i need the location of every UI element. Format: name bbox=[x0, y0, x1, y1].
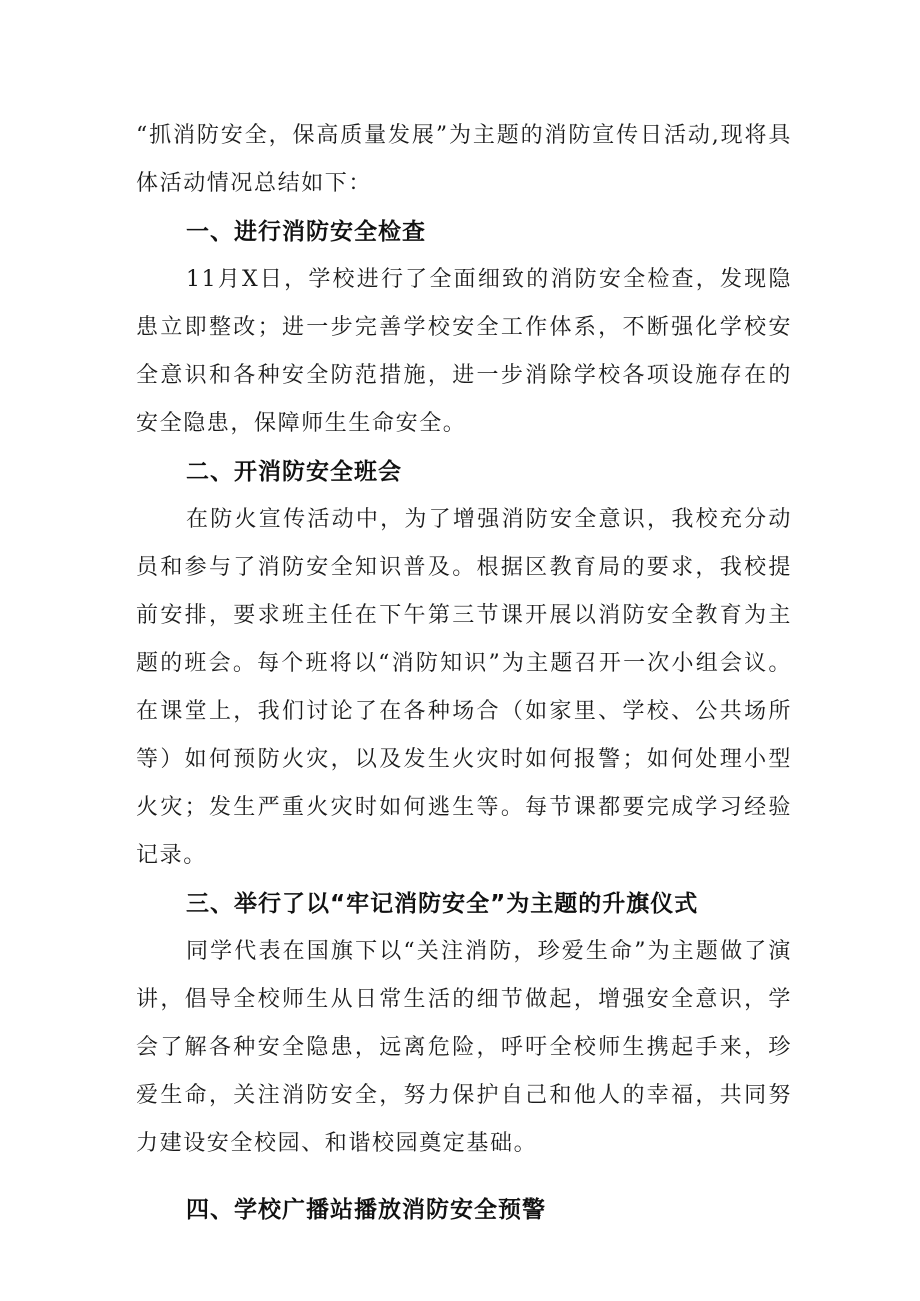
document-page bbox=[136, 112, 792, 1234]
section-heading-2: 二、开消防安全班会 bbox=[186, 459, 402, 485]
section-heading-1: 一、进行消防安全检查 bbox=[186, 219, 426, 245]
section-body-2: 在防火宣传活动中，为了增强消防安全意识，我校充分动员和参与了消防安全知识普及。根据区教育局的要求，我校提前安排，要求班主任在下午第三节课开展以消防安全教育为主题的班会。每个班将以“消防知识”为主题召开一次小组会议。在课堂上，我们讨论了在各种场合（如家里、学校、公共场所等）如何预防火灾，以及发生火灾时如何报警；如何处理小型火灾；发生严重火灾时如何逃生等。每节课都要完成学习经验记录。 bbox=[136, 507, 792, 868]
section-body-3: 同学代表在国旗下以“关注消防，珍爱生命”为主题做了演讲，倡导全校师生从日常生活的细节做起，增强安全意识，学会了解各种安全隐患，远离危险，呼吁全校师生携起手来，珍爱生命，关注消防安全，努力保护自己和他人的幸福，共同努力建设安全校园、和谐校园奠定基础。 bbox=[136, 939, 792, 1156]
section-heading-4: 四、学校广播站播放消防安全预警 bbox=[186, 1197, 546, 1223]
intro-paragraph: “抓消防安全，保高质量发展”为主题的消防宣传日活动,现将具体活动情况总结如下： bbox=[136, 123, 792, 196]
section-heading-3: 三、举行了以“牢记消防安全”为主题的升旗仪式 bbox=[186, 891, 699, 917]
section-body-1: 11月X日，学校进行了全面细致的消防安全检查，发现隐患立即整改；进一步完善学校安全工作体系，不断强化学校安全意识和各种安全防范措施，进一步消除学校各项设施存在的安全隐患，保障师生生命安全。 bbox=[136, 267, 792, 436]
